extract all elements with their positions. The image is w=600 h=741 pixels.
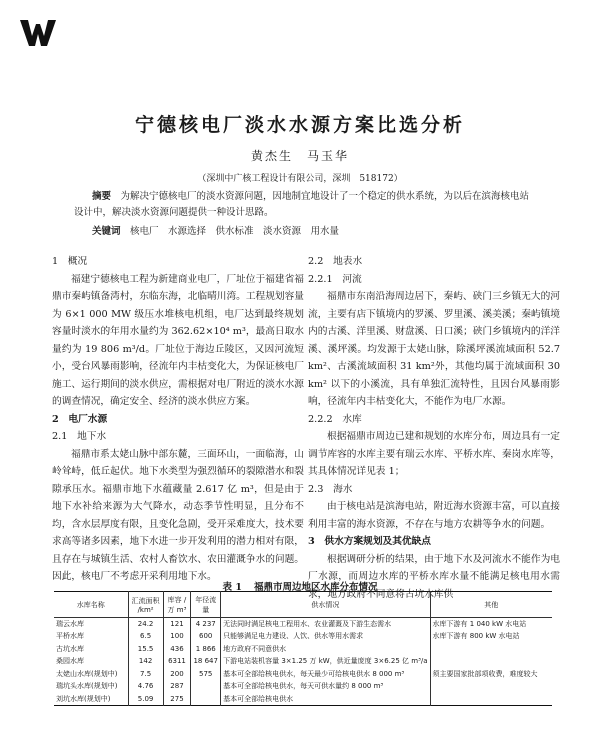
keywords-text: 核电厂 水源选择 供水标准 淡水资源 用水量 bbox=[130, 226, 340, 237]
table-cell: 下游电站装机容量 3×1.25 万 kW，供近量庞度 3×6.25 亿 m³/a bbox=[221, 655, 430, 668]
keywords bbox=[92, 223, 536, 237]
section-2-2-1-heading: 2.2.1 河流 bbox=[308, 273, 362, 285]
table-cell: 基本可全部给核电供水 bbox=[221, 693, 430, 706]
table-caption-number: 表 1 bbox=[222, 582, 242, 593]
table-row bbox=[54, 693, 552, 706]
abstract bbox=[74, 189, 536, 221]
section-2-3-paragraph: 由于核电站是滨海电站，附近海水资源丰富，可以直接利用丰富的海水资源，不存在与地方农耕等争水的问题。 bbox=[308, 501, 560, 530]
paper-affiliation: （深圳中广核工程设计有限公司，深圳 518172） bbox=[197, 174, 403, 184]
table-cell bbox=[430, 643, 552, 656]
table-header-cell: 库容 /万 m³ bbox=[163, 592, 191, 618]
section-2-1-paragraph: 福鼎市系太姥山脉中部东麓，三面环山，一面临海，山岭耸峙，低丘起伏。地下水类型为强烈循环的裂隙潜水和裂隙承压水。福鼎市地下水蕴藏量 2.617 亿 m³，但是由于地下水补给来源为大气降水，动态季节性明显，且分布不均，含水层厚度有限，且变化急剧，受开采难度大，技术要求高等诸多因素，地下水进一步开发利用的潜力相对有限，且存在与城镇生活、农村人畜饮水、农田灌溉争水的问题。因此，核电厂不考虑开采利用地下水。 bbox=[52, 448, 304, 582]
section-3-heading: 3 供水方案规划及其优缺点 bbox=[308, 536, 431, 547]
table-cell: 水库下游有 800 kW 水电站 bbox=[430, 630, 552, 643]
table-row bbox=[54, 643, 552, 656]
table-cell: 无法同时满足核电工程用水、农业灌溉及下游生态需水 bbox=[221, 618, 430, 631]
table-cell: 275 bbox=[163, 693, 191, 706]
section-2-1-heading: 2.1 地下水 bbox=[52, 431, 107, 442]
section-1-paragraph: 福建宁德核电工程为新建商业电厂，厂址位于福建省福鼎市秦屿镇备湾村，东临东海，北临晴川湾。工程规划容量为 6×1 000 MW 级压水堆核电机组，电厂达到最终规划容量时淡水的年用水量约为 362.62×10⁴ m³，最高日取水量约为 19 806 m³/d。厂址位于海边丘陵区，又因河流短小，受台风暴雨影响，径流年内丰枯变化大，为保证核电厂施工、运行期间的淡水供应，需根据对电厂附近的淡水水源的调查情况，确定安全、经济的淡水供应方案。 bbox=[52, 273, 304, 407]
table-cell: 600 bbox=[191, 630, 221, 643]
section-2-3-heading: 2.3 海水 bbox=[308, 483, 353, 495]
table-cell: 575 bbox=[191, 668, 221, 681]
abstract-label: 摘要 bbox=[92, 191, 112, 202]
table-cell: 18 647 bbox=[191, 655, 221, 668]
section-2-2-2-heading: 2.2.2 水库 bbox=[308, 413, 362, 425]
section-2-heading: 2 电厂水源 bbox=[52, 413, 108, 425]
table-cell: 200 bbox=[163, 668, 191, 681]
table-cell: 刘坑水库(规划中) bbox=[56, 694, 111, 703]
table-cell: 地方政府不同意供水 bbox=[221, 643, 430, 656]
table-cell: 基本可全部给核电供水，每天可供水量约 8 000 m³ bbox=[221, 680, 430, 693]
journal-w-logo-icon bbox=[20, 20, 56, 46]
table-cell bbox=[430, 693, 552, 706]
table-row bbox=[54, 655, 552, 668]
table-cell: 100 bbox=[163, 630, 191, 643]
abstract-text: 为解决宁德核电厂的淡水资源问题，因地制宜地设计了一个稳定的供水系统，为以后在滨海核电站设计中，解决淡水资源问题提供一种设计思路。 bbox=[74, 191, 530, 218]
table-row bbox=[54, 668, 552, 681]
reservoir-table bbox=[54, 591, 552, 706]
table-header-cell: 汇流面积 /km² bbox=[128, 592, 163, 618]
table-cell: 287 bbox=[163, 680, 191, 693]
table-cell: 4 237 bbox=[191, 618, 221, 631]
left-column bbox=[52, 253, 304, 586]
paper-title: 宁德核电厂淡水水源方案比选分析 bbox=[134, 114, 465, 136]
table-cell bbox=[191, 680, 221, 693]
table-cell: 基本可全部给核电供水，每天最少可给核电供水 8 000 m³ bbox=[221, 668, 430, 681]
table-cell bbox=[191, 693, 221, 706]
table-cell: 15.5 bbox=[128, 643, 163, 656]
table-cell: 瑞云水库 bbox=[56, 620, 84, 628]
table-cell: 古坑水库 bbox=[56, 644, 84, 653]
table-cell bbox=[430, 680, 552, 693]
table-header-cell: 其他 bbox=[430, 592, 552, 618]
section-1-heading: 1 概况 bbox=[52, 256, 88, 267]
table-header-row bbox=[54, 592, 552, 618]
table-cell: 1 866 bbox=[191, 643, 221, 656]
table-cell: 水库下游有 1 040 kW 水电站 bbox=[430, 618, 552, 631]
table-header-cell: 水库名称 bbox=[76, 600, 105, 609]
paper-authors: 黄杰生 马玉华 bbox=[250, 149, 349, 163]
table-cell: 只能够满足电力建设、人饮、供水等用水需求 bbox=[221, 630, 430, 643]
table-row bbox=[54, 680, 552, 693]
table-cell: 桑园水库 bbox=[56, 657, 84, 666]
right-column bbox=[308, 253, 560, 603]
table-caption-text: 福鼎市周边地区水库分布情况 bbox=[253, 582, 378, 593]
table-header-cell: 供水情况 bbox=[221, 592, 430, 618]
table-cell bbox=[430, 655, 552, 668]
section-3-paragraph: 根据调研分析的结果，由于地下水及河流水不能作为电厂水源，而周边水库的平桥水库水量不能满足核电用水需求，地方政府不同意将古坑水库供 bbox=[308, 553, 560, 600]
table-cell: 7.5 bbox=[128, 668, 163, 681]
table-cell: 121 bbox=[163, 618, 191, 631]
table-cell: 平桥水库 bbox=[56, 632, 84, 641]
table-header-cell: 年径流量 bbox=[191, 592, 221, 618]
table-row bbox=[54, 630, 552, 643]
table-cell: 4.76 bbox=[128, 680, 163, 693]
table-cell: 太姥山水库(规划中) bbox=[56, 669, 118, 678]
table-cell: 6.5 bbox=[128, 630, 163, 643]
table-cell: 瑞坑头水库(规划中) bbox=[56, 682, 118, 691]
table-cell: 6311 bbox=[163, 655, 191, 668]
table-cell: 5.09 bbox=[128, 693, 163, 706]
keywords-label: 关键词 bbox=[92, 226, 121, 237]
section-2-2-heading: 2.2 地表水 bbox=[308, 256, 363, 267]
table-row bbox=[54, 618, 552, 631]
table-cell: 142 bbox=[128, 655, 163, 668]
table-cell: 须主要国家批部项收费，难度较大 bbox=[430, 668, 552, 681]
section-2-2-1-paragraph: 福鼎市东南沿海周边居下，秦屿、硖门三乡镇无大的河流，主要有店下镇境内的罗溪、罗里溪、溪美溪；秦屿镇境内的古溪、洋里溪、财盘溪、日口溪；硖门乡镇境内的洋洋溪、溪坪溪。均发源于太姥山脉，除溪坪溪流域面积 52.7 km²、古溪流域面积 31 km²外，其他均属于流域面积 30 km² 以下的小溪流，具有单独汇流特性，且因台风暴雨影响，径流年内丰枯变化大，不能作为电厂水源。 bbox=[308, 291, 560, 407]
table-cell: 24.2 bbox=[128, 618, 163, 631]
section-2-2-2-paragraph: 根据福鼎市周边已建和规划的水库分布，周边具有一定调节库容的水库主要有瑞云水库、平桥水库、秦岗水库等，其具体情况详见表 1； bbox=[308, 431, 560, 477]
table-cell: 436 bbox=[163, 643, 191, 656]
